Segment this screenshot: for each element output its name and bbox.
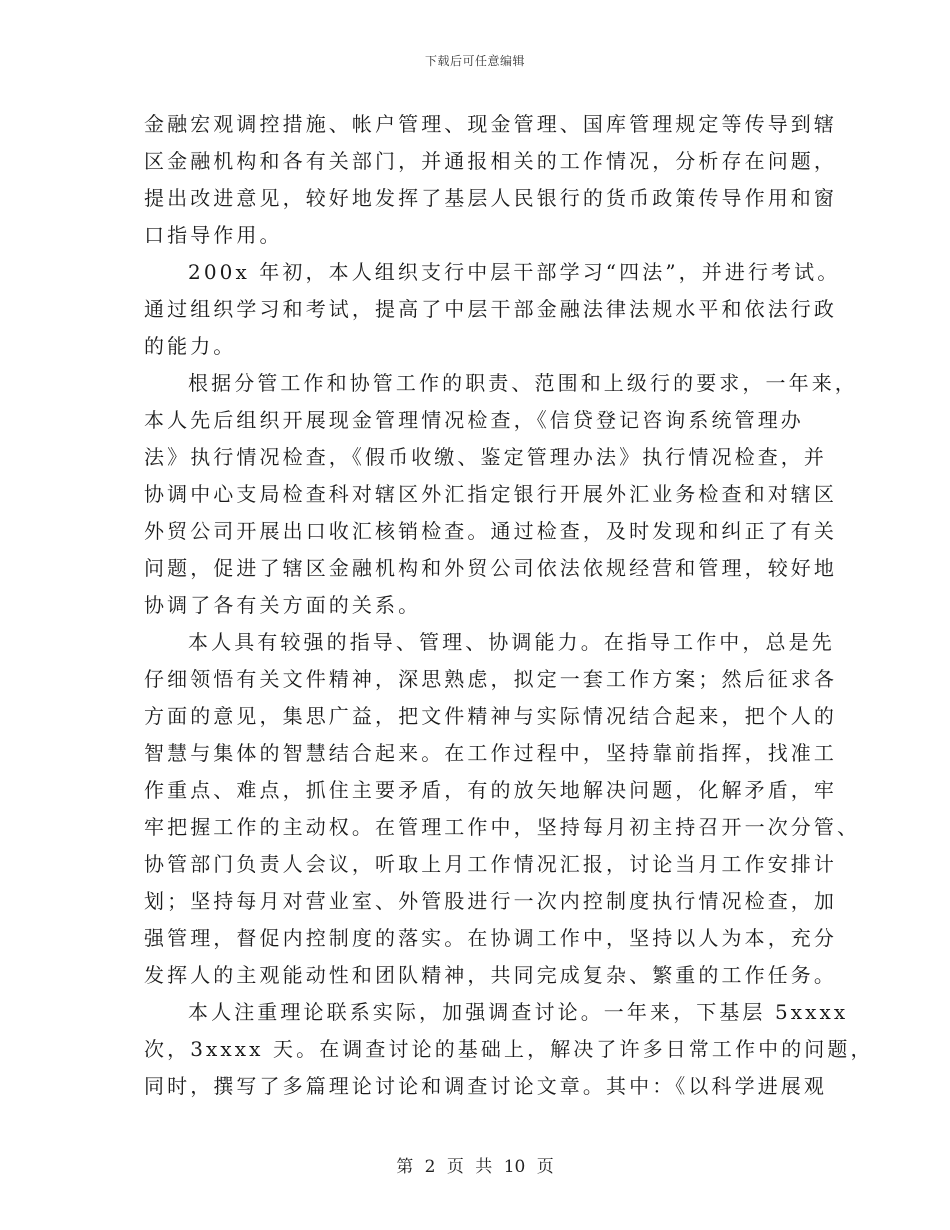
text-line: 口指导作用。: [144, 223, 283, 247]
text-line: 本人具有较强的指导、管理、协调能力。在指导工作中，总是先: [188, 630, 835, 654]
text-line: 发挥人的主观能动性和团队精神，共同完成复杂、繁重的工作任务。: [144, 963, 837, 987]
text-line: 方面的意见，集思广益，把文件精神与实际情况结合起来，把个人的: [144, 704, 837, 728]
text-line: 同时，撰写了多篇理论讨论和调查讨论文章。其中：《以科学进展观: [144, 1074, 827, 1098]
text-line: 法》执行情况检查，《假币收缴、鉴定管理办法》执行情况检查，并: [144, 445, 827, 469]
page-footer: 第 2 页 共 10 页: [396, 1157, 554, 1177]
text-line: 的能力。: [144, 334, 237, 358]
text-line: 划；坚持每月对营业室、外管股进行一次内控制度执行情况检查，加: [144, 889, 837, 913]
text-line: 提出改进意见，较好地发挥了基层人民银行的货币政策传导作用和窗: [144, 186, 837, 210]
text-line: 次，3xxxx 天。在调查讨论的基础上，解决了许多日常工作中的问题，: [144, 1037, 874, 1061]
text-line: 根据分管工作和协管工作的职责、范围和上级行的要求，一年来，: [188, 371, 858, 395]
text-line: 本人先后组织开展现金管理情况检查，《信贷登记咨询系统管理办: [144, 408, 804, 432]
text-line: 协调中心支局检查科对辖区外汇指定银行开展外汇业务检查和对辖区: [144, 482, 837, 506]
page-header: 下载后可任意编辑: [424, 54, 525, 68]
text-line: 问题，促进了辖区金融机构和外贸公司依法依规经营和管理，较好地: [144, 556, 837, 580]
text-line: 仔细领悟有关文件精神，深思熟虑，拟定一套工作方案；然后征求各: [144, 667, 837, 691]
text-line: 本人注重理论联系实际，加强调查讨论。一年来，下基层 5xxxx: [188, 1000, 849, 1024]
document-body: [144, 106, 874, 1105]
text-line: 牢把握工作的主动权。在管理工作中，坚持每月初主持召开一次分管、: [144, 815, 861, 839]
text-line: 协调了各有关方面的关系。: [144, 593, 422, 617]
text-line: 强管理，督促内控制度的落实。在协调工作中，坚持以人为本，充分: [144, 926, 837, 950]
text-line: 通过组织学习和考试，提高了中层干部金融法律法规水平和依法行政: [144, 297, 837, 321]
text-line: 区金融机构和各有关部门，并通报相关的工作情况，分析存在问题，: [144, 149, 837, 173]
text-line: 作重点、难点，抓住主要矛盾，有的放矢地解决问题，化解矛盾，牢: [144, 778, 837, 802]
text-line: 金融宏观调控措施、帐户管理、现金管理、国库管理规定等传导到辖: [144, 112, 837, 136]
text-line: 外贸公司开展出口收汇核销检查。通过检查，及时发现和纠正了有关: [144, 519, 837, 543]
text-line: 智慧与集体的智慧结合起来。在工作过程中，坚持靠前指挥，找准工: [144, 741, 837, 765]
text-line: 协管部门负责人会议，听取上月工作情况汇报，讨论当月工作安排计: [144, 852, 837, 876]
text-line: 200x 年初，本人组织支行中层干部学习“四法”，并进行考试。: [188, 260, 841, 284]
